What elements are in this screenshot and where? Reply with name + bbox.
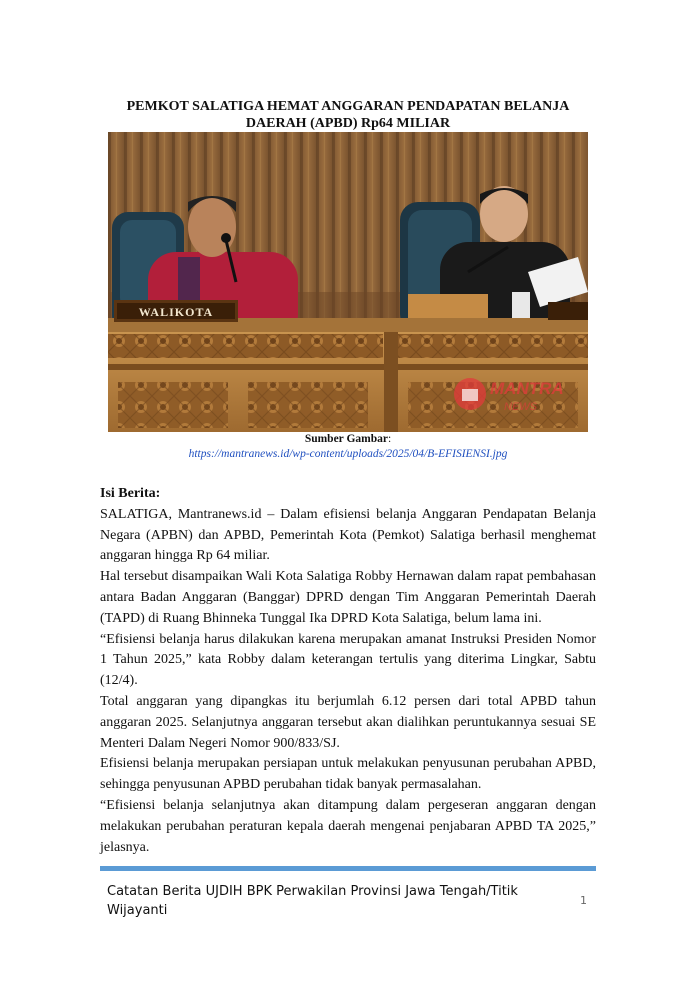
page-number: 1	[580, 894, 587, 907]
paragraph: Total anggaran yang dipangkas itu berjumlah 6.12 persen dari total APBD tahun anggaran 2025. Selanjutnya anggaran tersebut akan dialihkan peruntukannya sesuai SE Menteri Dalam Negeri Nomor 900/833/SJ.	[100, 693, 596, 751]
paragraph: “Efisiensi belanja harus dilakukan karena merupakan amanat Instruksi Presiden Nomor 1 Tahun 2025,” kata Robby dalam keterangan tertulis yang diterima Lingkar, Sabtu (12/4).	[100, 631, 596, 689]
paragraph: Efisiensi belanja merupakan persiapan untuk melakukan penyusunan perubahan APBD, sehingga penyusunan APBD perubahan tidak banyak permasalahan.	[100, 756, 596, 793]
section-heading: Isi Berita:	[100, 486, 161, 501]
paragraph: Hal tersebut disampaikan Wali Kota Salatiga Robby Hernawan dalam rapat pembahasan antara Badan Anggaran (Banggar) DPRD dengan Tim Anggaran Pemerintah Daerah (TAPD) di Ruang Bhinneka Tunggal Ika DPRD Kota Salatiga, belum lama ini.	[100, 569, 596, 626]
watermark-subtext: NEWS	[504, 401, 537, 413]
paragraph: SALATIGA, Mantranews.id – Dalam efisiensi belanja Anggaran Pendapatan Belanja Negara (APBN) dan APBD, Pemerintah Kota (Pemkot) Salatiga berhasil menghemat anggaran hingga Rp 64 miliar.	[100, 506, 596, 564]
watermark-text: MANTRA	[490, 379, 564, 398]
footer-rule	[100, 866, 596, 871]
nameplate-text: WALIKOTA	[138, 305, 214, 319]
caption-label-text: Sumber Gambar	[304, 433, 388, 445]
caption-colon: :	[387, 433, 392, 445]
article-body	[100, 484, 596, 858]
footer-note: Catatan Berita UJDIH BPK Perwakilan Provinsi Jawa Tengah/Titik Wijayanti	[107, 884, 518, 918]
paragraph: “Efisiensi belanja selanjutnya akan ditampung dalam pergeseran anggaran dengan melakukan perubahan peraturan kepala daerah mengenai penjabaran APBD TA 2025,” jelasnya.	[100, 797, 596, 855]
image-caption-label	[100, 432, 596, 446]
article-photo	[108, 132, 588, 432]
image-source-link[interactable]: https://mantranews.id/wp-content/uploads/2025/04/B-EFISIENSI.jpg	[188, 448, 508, 460]
article-title: PEMKOT SALATIGA HEMAT ANGGARAN PENDAPATAN BELANJA DAERAH (APBD) Rp64 MILIAR	[126, 99, 570, 131]
